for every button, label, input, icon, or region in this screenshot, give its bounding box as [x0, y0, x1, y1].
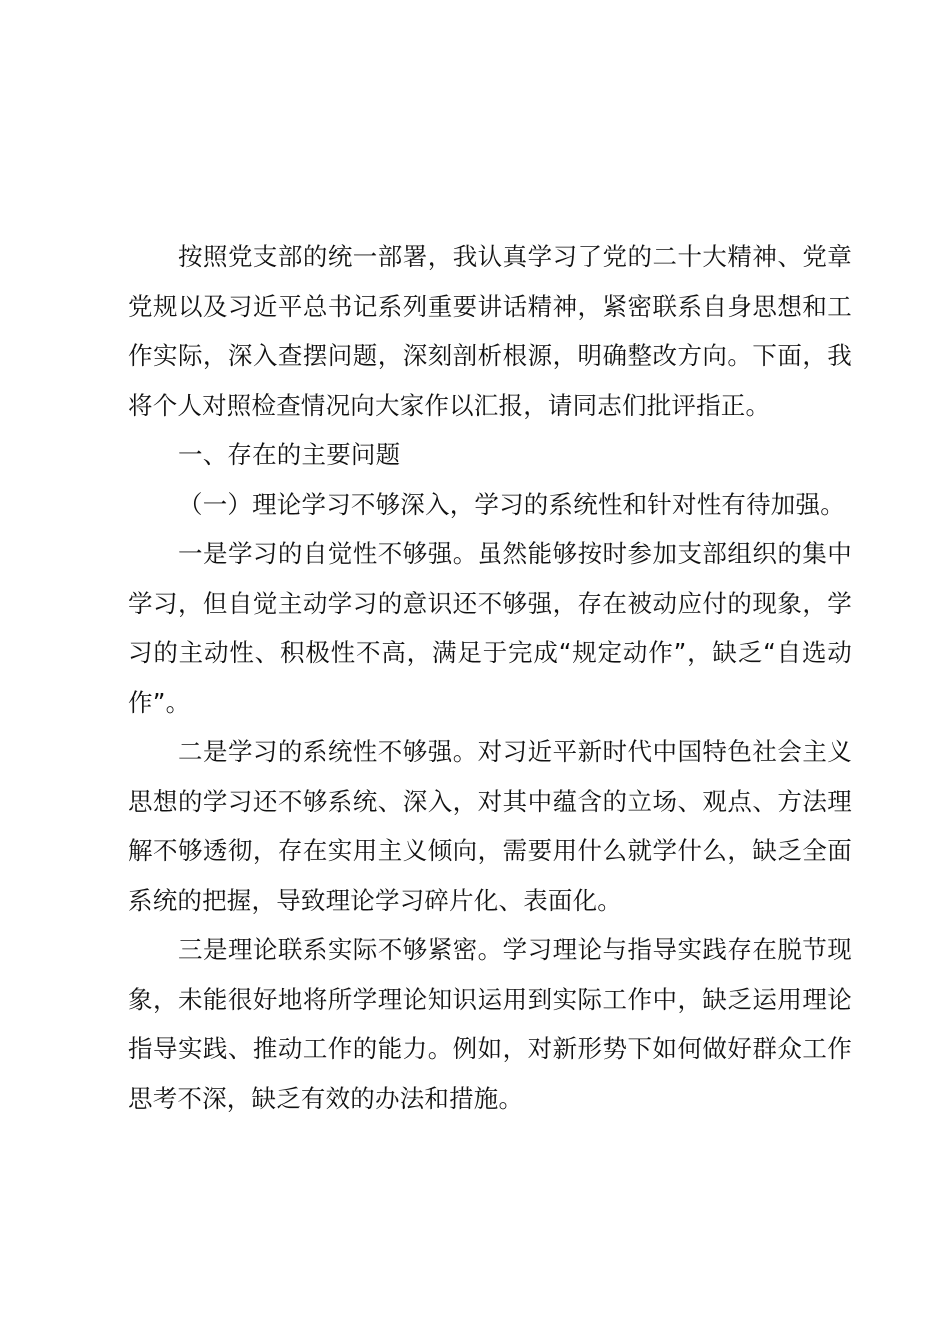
intro-paragraph: 按照党支部的统一部署，我认真学习了党的二十大精神、党章党规以及习近平总书记系列重要讲话精神，紧密联系自身思想和工作实际，深入查摆问题，深刻剖析根源，明确整改方向。下面，我将个人对照检查情况向大家作以汇报，请同志们批评指正。	[128, 242, 852, 420]
document-body	[128, 232, 852, 1123]
point-one-paragraph: 一是学习的自觉性不够强。虽然能够按时参加支部组织的集中学习，但自觉主动学习的意识还不够强，存在被动应付的现象，学习的主动性、积极性不高，满足于完成“规定动作”，缺乏“自选动作”。	[128, 539, 852, 717]
subsection-heading: （一）理论学习不够深入，学习的系统性和针对性有待加强。	[178, 489, 845, 519]
section-heading: 一、存在的主要问题	[178, 440, 401, 469]
point-three-paragraph: 三是理论联系实际不够紧密。学习理论与指导实践存在脱节现象，未能很好地将所学理论知识运用到实际工作中，缺乏运用理论指导实践、推动工作的能力。例如，对新形势下如何做好群众工作思考不深，缺乏有效的办法和措施。	[128, 935, 852, 1113]
point-two-paragraph: 二是学习的系统性不够强。对习近平新时代中国特色社会主义思想的学习还不够系统、深入，对其中蕴含的立场、观点、方法理解不够透彻，存在实用主义倾向，需要用什么就学什么，缺乏全面系统的把握，导致理论学习碎片化、表面化。	[128, 737, 852, 915]
